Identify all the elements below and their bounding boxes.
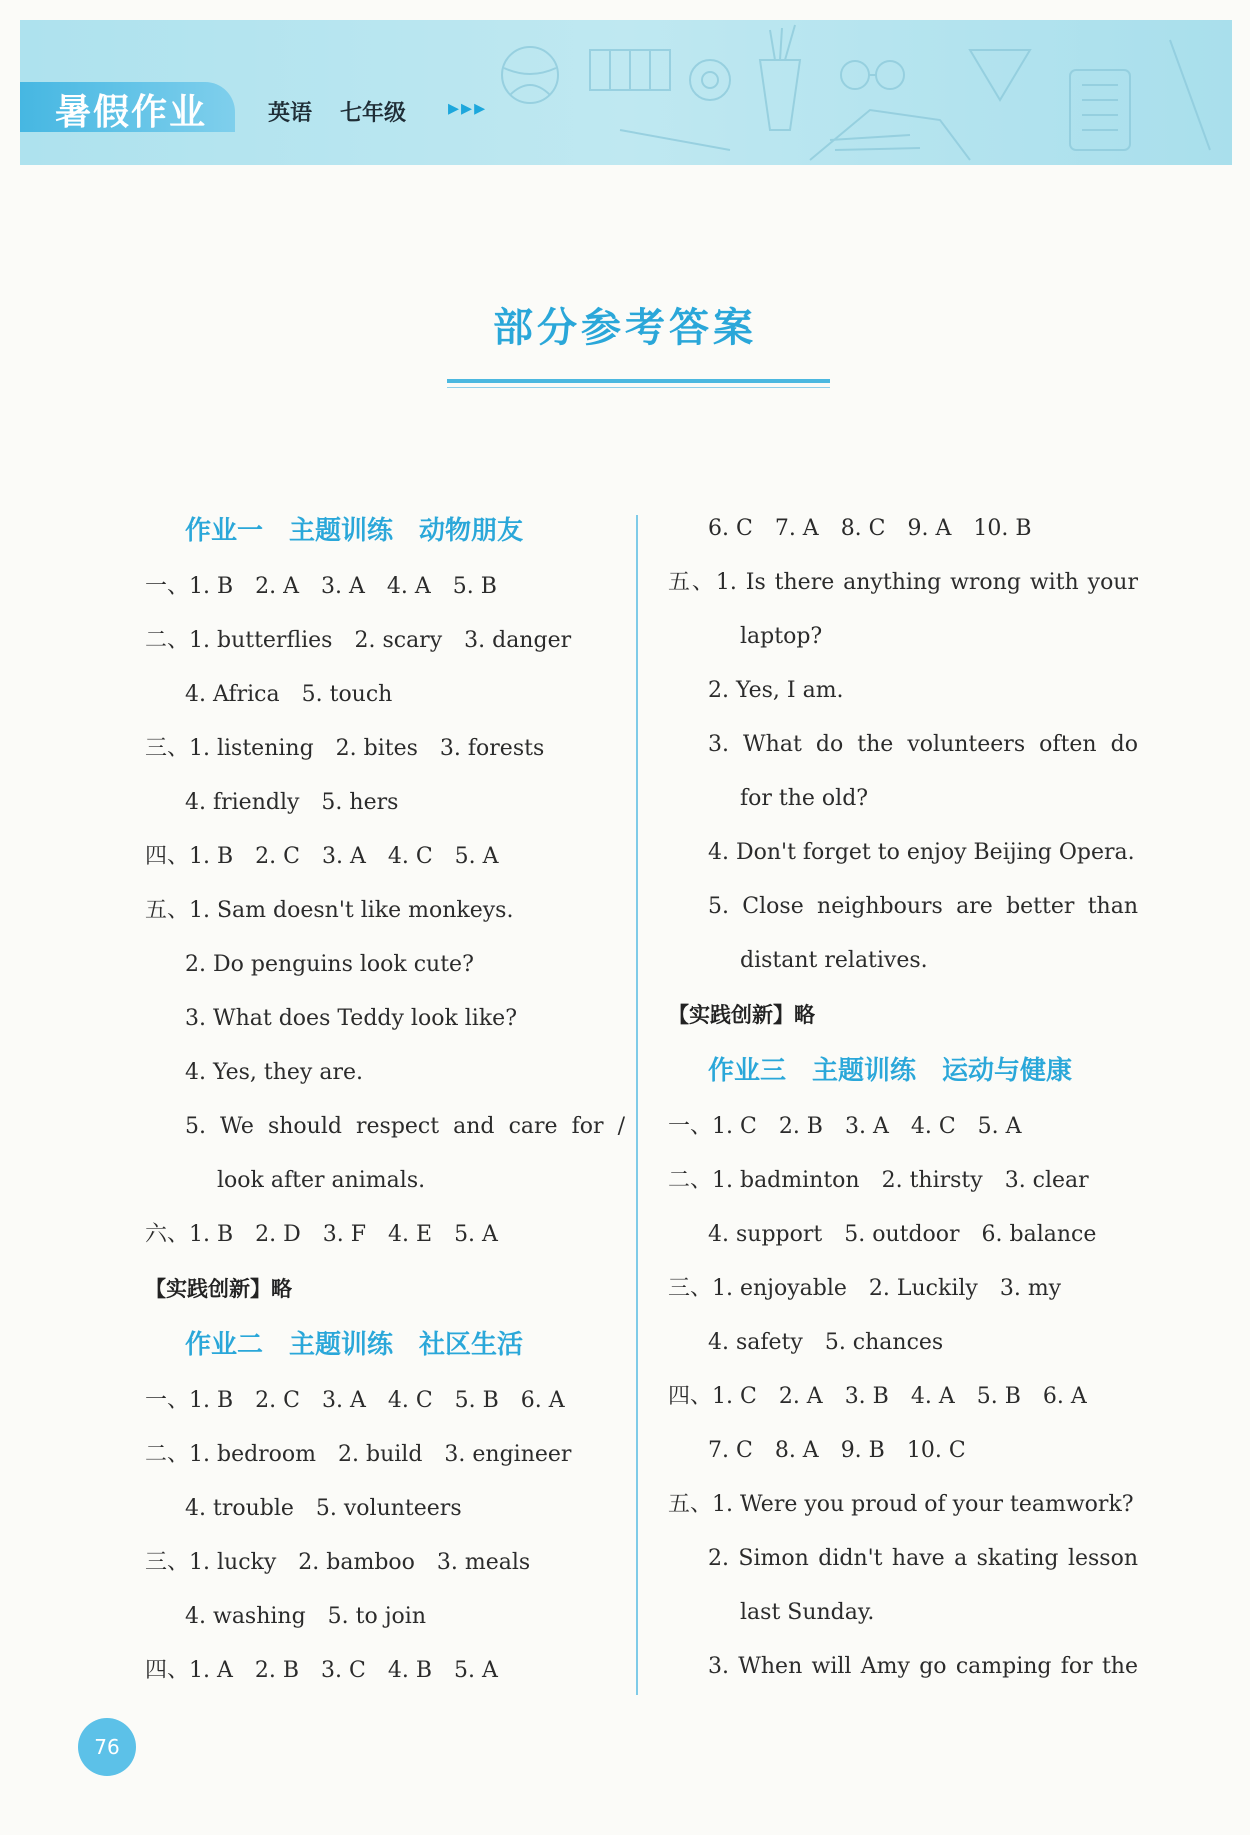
page-number-badge: 76 xyxy=(78,1718,136,1776)
answers-right-column xyxy=(668,502,1138,1694)
answer-line: 5. We should respect and care for / xyxy=(185,1114,625,1139)
answer-line: 一、1. C 2. B 3. A 4. C 5. A xyxy=(668,1114,1022,1139)
answer-line: 六、1. B 2. D 3. F 4. E 5. A xyxy=(145,1222,498,1247)
answer-line: 6. C 7. A 8. C 9. A 10. B xyxy=(708,516,1032,541)
answer-line: 一、1. B 2. A 3. A 4. A 5. B xyxy=(145,574,497,599)
answer-line: 五、1. Were you proud of your teamwork? xyxy=(668,1492,1134,1517)
answer-line: 3. What does Teddy look like? xyxy=(185,1006,517,1031)
title-underline xyxy=(447,379,830,383)
answer-line: 五、1. Is there anything wrong with your xyxy=(668,570,1138,595)
answer-line: look after animals. xyxy=(217,1168,426,1193)
practice-innovation-label: 【实践创新】略 xyxy=(145,1277,292,1301)
section-heading: 作业二 主题训练 社区生活 xyxy=(185,1330,524,1360)
answer-line: 5. Close neighbours are better than xyxy=(708,894,1138,919)
answer-line: 四、1. A 2. B 3. C 4. B 5. A xyxy=(145,1658,498,1683)
answer-line: 四、1. B 2. C 3. A 4. C 5. A xyxy=(145,844,499,869)
answer-line: 三、1. listening 2. bites 3. forests xyxy=(145,736,545,761)
answer-line: 7. C 8. A 9. B 10. C xyxy=(708,1438,966,1463)
answer-line: 4. washing 5. to join xyxy=(185,1604,427,1629)
answer-line: 五、1. Sam doesn't like monkeys. xyxy=(145,898,514,923)
section-heading: 作业一 主题训练 动物朋友 xyxy=(185,516,524,546)
answer-line: last Sunday. xyxy=(740,1600,875,1625)
answer-line: 一、1. B 2. C 3. A 4. C 5. B 6. A xyxy=(145,1388,565,1413)
answer-line: 4. support 5. outdoor 6. balance xyxy=(708,1222,1097,1247)
practice-innovation-label: 【实践创新】略 xyxy=(668,1003,815,1027)
answer-line: 二、1. bedroom 2. build 3. engineer xyxy=(145,1442,572,1467)
answer-line: 4. Africa 5. touch xyxy=(185,682,393,707)
answer-line: 2. Do penguins look cute? xyxy=(185,952,474,977)
banner-subject: 英语 xyxy=(268,101,313,126)
title-underline-thin xyxy=(447,387,830,388)
banner-title: 暑假作业 xyxy=(55,92,208,133)
answer-line: 4. trouble 5. volunteers xyxy=(185,1496,462,1521)
answer-line: 二、1. butterflies 2. scary 3. danger xyxy=(145,628,572,653)
answer-line: 3. What do the volunteers often do xyxy=(708,732,1138,757)
answer-line: for the old? xyxy=(740,786,869,811)
banner-arrows-icon: ▸▸▸ xyxy=(448,96,488,121)
answer-line: 2. Yes, I am. xyxy=(708,678,844,703)
answer-line: distant relatives. xyxy=(740,948,928,973)
page-title: 部分参考答案 xyxy=(493,305,757,351)
answer-line: 2. Simon didn't have a skating lesson xyxy=(708,1546,1138,1571)
section-heading: 作业三 主题训练 运动与健康 xyxy=(708,1056,1073,1086)
answer-line: 4. friendly 5. hers xyxy=(185,790,399,815)
column-divider xyxy=(636,515,638,1695)
answer-line: 二、1. badminton 2. thirsty 3. clear xyxy=(668,1168,1089,1193)
answer-line: 4. safety 5. chances xyxy=(708,1330,944,1355)
answer-line: laptop? xyxy=(740,624,823,649)
answers-left-column xyxy=(145,502,625,1698)
answer-line: 3. When will Amy go camping for the xyxy=(708,1654,1138,1679)
answer-line: 四、1. C 2. A 3. B 4. A 5. B 6. A xyxy=(668,1384,1087,1409)
stationery-doodles-illustration xyxy=(470,20,1230,165)
answer-line: 4. Don't forget to enjoy Beijing Opera. xyxy=(708,840,1135,865)
banner-grade: 七年级 xyxy=(340,101,407,126)
answer-line: 4. Yes, they are. xyxy=(185,1060,363,1085)
answer-line: 三、1. lucky 2. bamboo 3. meals xyxy=(145,1550,531,1575)
answer-line: 三、1. enjoyable 2. Luckily 3. my xyxy=(668,1276,1062,1301)
